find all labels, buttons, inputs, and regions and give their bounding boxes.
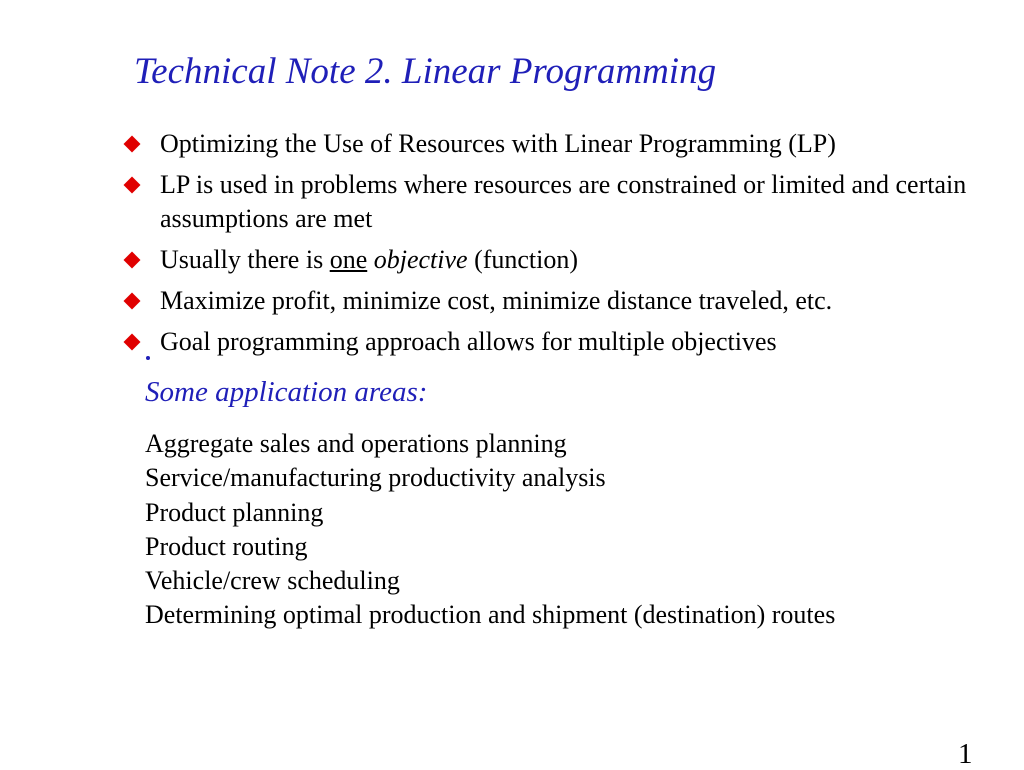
bullet-text (160, 243, 1003, 277)
list-item: Vehicle/crew scheduling (145, 566, 400, 596)
application-areas-heading: Some application areas: (145, 376, 428, 408)
bullet-text-post: (function) (467, 245, 579, 274)
bullet-text: LP is used in problems where resources are constrained or limited and certain assumptions are met (160, 170, 967, 233)
diamond-bullet-icon (124, 334, 141, 351)
bullet-item (123, 325, 1003, 359)
bullet-item (123, 243, 1003, 277)
list-item: Product routing (145, 531, 308, 561)
list-item: Product planning (145, 497, 324, 527)
bullet-text: Maximize profit, minimize cost, minimize distance traveled, etc. (160, 286, 833, 315)
bullet-text: Optimizing the Use of Resources with Linear Programming (LP) (160, 129, 836, 158)
bullet-list (123, 127, 1003, 366)
diamond-bullet-icon (124, 293, 141, 310)
page-number: 1 (958, 738, 973, 770)
bullet-item (123, 284, 1003, 318)
italic-word: objective (373, 245, 468, 274)
list-item: Service/manufacturing productivity analysis (145, 463, 606, 493)
bullet-text-pre: Usually there is (160, 245, 330, 274)
list-item: Aggregate sales and operations planning (145, 429, 567, 458)
underlined-word: one (329, 245, 368, 274)
bullet-item (123, 127, 1003, 161)
diamond-bullet-icon (124, 177, 141, 194)
diamond-bullet-icon (124, 136, 141, 153)
bullet-text: Goal programming approach allows for multiple objectives (160, 327, 777, 356)
list-item: Determining optimal production and shipment (destination) routes (145, 600, 836, 630)
stray-dot (146, 356, 150, 360)
slide-title: Technical Note 2. Linear Programming (134, 51, 717, 92)
bullet-item (123, 168, 1003, 236)
application-areas-list (145, 427, 835, 633)
diamond-bullet-icon (124, 252, 141, 269)
